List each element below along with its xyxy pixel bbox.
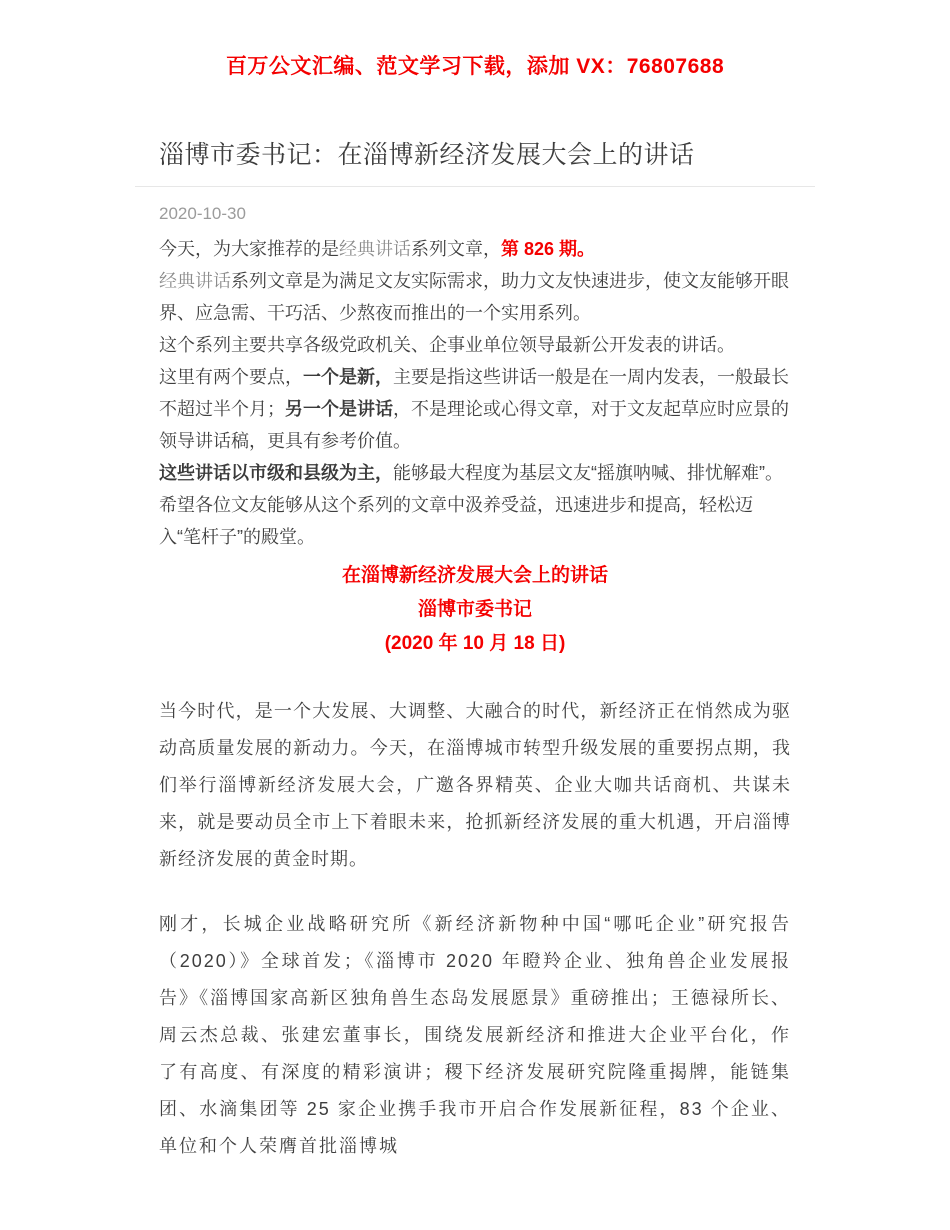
intro-text: 这个系列主要共享各级党政机关、企事业单位领导最新公开发表的讲话。 <box>159 335 735 355</box>
intro-paragraph-5 <box>159 457 791 553</box>
speech-author-heading: 淄博市委书记 <box>417 599 532 620</box>
speech-date-heading: (2020 年 10 月 18 日) <box>384 633 566 654</box>
issue-number: 第 826 期。 <box>501 239 596 259</box>
intro-text: 主要是指这些讲话一般是在一周内发表，一般最长不超过半个月； <box>159 367 789 419</box>
promo-banner <box>0 0 950 80</box>
intro-text: 这里有两个要点， <box>159 367 303 387</box>
keyword-classic-speech: 经典讲话 <box>339 239 411 259</box>
title-divider <box>135 186 815 187</box>
key-point-speech: 另一个是讲话 <box>285 399 393 419</box>
intro-text: 系列文章是为满足文友实际需求，助力文友快速进步，使文友能够开眼界、应急需、干巧活、少熬夜而推出的一个实用系列。 <box>159 271 789 323</box>
keyword-classic-speech: 经典讲话 <box>159 271 231 291</box>
intro-text: 今天，为大家推荐的是 <box>159 239 339 259</box>
speech-heading-block <box>159 559 791 661</box>
intro-text: 能够最大程度为基层文友“摇旗呐喊、排忧解难”。希望各位文友能够从这个系列的文章中汲养受益，迅速进步和提高，轻松迈入“笔杆子”的殿堂。 <box>159 463 783 547</box>
speech-title-heading: 在淄博新经济发展大会上的讲话 <box>341 565 608 586</box>
speech-paragraph-1: 当今时代，是一个大发展、大调整、大融合的时代，新经济正在悄然成为驱动高质量发展的新动力。今天，在淄博城市转型升级发展的重要拐点期，我们举行淄博新经济发展大会，广邀各界精英、企业大咖共话商机、共谋未来，就是要动员全市上下着眼未来，抢抓新经济发展的重大机遇，开启淄博新经济发展的黄金时期。 <box>159 701 791 869</box>
intro-text: 系列文章， <box>411 239 501 259</box>
article-title: 淄博市委书记：在淄博新经济发展大会上的讲话 <box>159 141 695 169</box>
speech-body <box>159 693 791 1165</box>
intro-paragraph-4 <box>159 361 791 457</box>
article-body <box>135 202 815 1165</box>
key-point-level: 这些讲话以市级和县级为主， <box>159 463 393 483</box>
article <box>135 138 815 1165</box>
key-point-new: 一个是新， <box>303 367 393 387</box>
intro-text: ，不是理论或心得文章，对于文友起草应时应景的领导讲话稿，更具有参考价值。 <box>159 399 789 451</box>
intro-paragraph-3 <box>159 329 791 361</box>
intro-paragraph-1 <box>159 233 791 265</box>
intro-paragraph-2 <box>159 265 791 329</box>
speech-paragraph-2: 刚才，长城企业战略研究所《新经济新物种中国“哪吒企业”研究报告（2020）》全球首发；《淄博市 2020 年瞪羚企业、独角兽企业发展报告》《淄博国家高新区独角兽生态岛发展愿景》重磅推出；王德禄所长、周云杰总裁、张建宏董事长，围绕发展新经济和推进大企业平台化，作了有高度、有深度的精彩演讲；稷下经济发展研究院隆重揭牌，能链集团、水滴集团等 25 家企业携手我市开启合作发展新征程，83 个企业、单位和个人荣膺首批淄博城 <box>159 914 791 1156</box>
promo-banner-text: 百万公文汇编、范文学习下载，添加 VX：76807688 <box>225 55 725 78</box>
intro-section <box>159 233 791 553</box>
article-date: 2020-10-30 <box>159 204 246 223</box>
